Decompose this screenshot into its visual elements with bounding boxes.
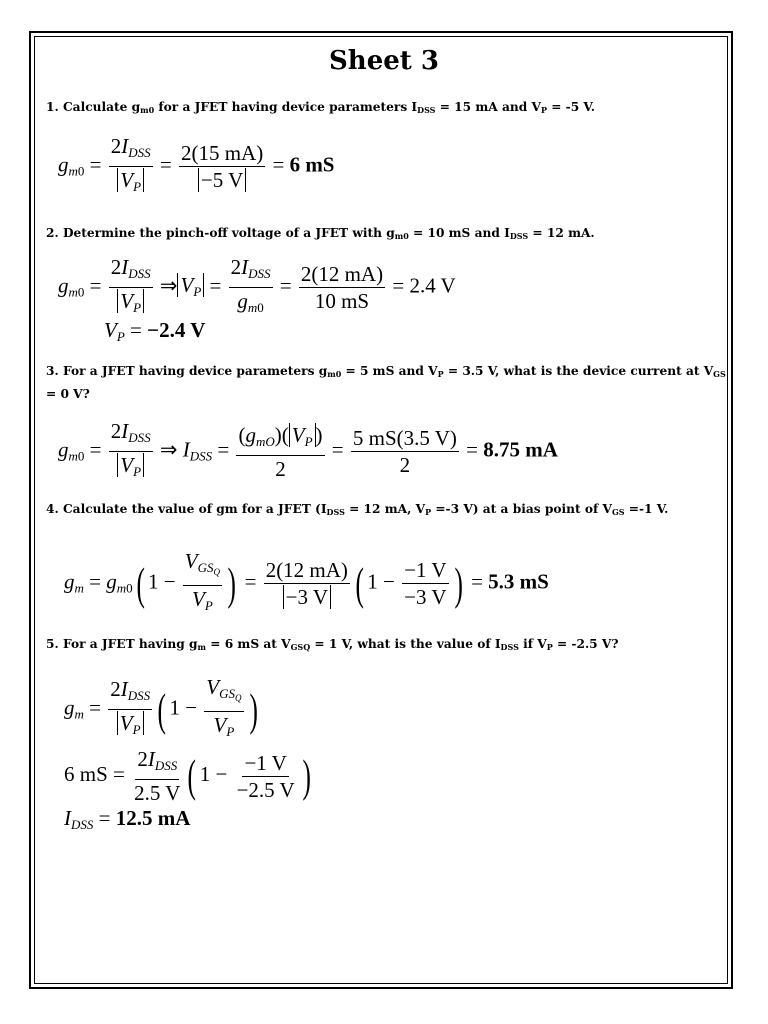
answer-1: 6 mS [289, 152, 335, 177]
question-1: 1. Calculate $g_{m0}$ for a JFET having device parameters $I_{DSS} = 15$ mA and $V_P = -5$ V. [46, 100, 595, 115]
equation-5-substitution: 6 mS = $\frac{2I_{DSS}}{2.5 V}$ ( 1 − $\frac{-1 V}{-2.5 V}$ ) [64, 747, 311, 805]
answer-5: $I_{DSS} = 12.5$ mA [64, 806, 191, 832]
equation-4: $g_m = g_{m0}$( 1 − $\frac{V_{GS_Q}}{V_P}$ ) = $\frac{2(12 mA)}{-3 V}$ ( 1 − $\frac{-1 V}{-3 V}$ ) = 5.3 mS [64, 549, 549, 613]
answer-4: 5.3 mS [488, 569, 549, 594]
equation-5-formula: $g_m$ = $\frac{2I_{DSS}}{V_P}$ ( 1 − $\frac{V_{GS_Q}}{V_P}$ ) [64, 675, 258, 739]
question-2: 2. Determine the pinch-off voltage of a JFET with $g_{m0} = 10$ mS and $I_{DSS} = 12$ mA. [46, 226, 595, 241]
equation-1: $g_{m0}$ = $\frac{2I_{DSS}}{V_P}$ = $\frac{2(15 mA)}{-5 V}$ = 6 mS [58, 134, 335, 194]
answer-3: 8.75 mA [483, 437, 558, 462]
question-3: 3. For a JFET having device parameters $g_{m0} = 5$ mS and $V_P = 3.5$ V, what is the device current at $V_{GS} = 0$ V? [46, 364, 726, 401]
equation-3: $g_{m0}$ = $\frac{2I_{DSS}}{V_P}$ ⇒ $I_{DSS}$ = $\frac{(g_{mO})( V_P )}{2}$ = $\frac{5 mS(3.5 V)}{2}$ = 8.75 mA [58, 419, 558, 481]
answer-2: $V_P = -2.4$ V [104, 318, 206, 344]
page-title: Sheet 3 [329, 46, 439, 76]
question-4: 4. Calculate the value of gm for a JFET ($I_{DSS} = 12$ mA, $V_P =-3$ V) at a bias point of $V_{GS} =-1$ V. [46, 502, 669, 517]
equation-2: $g_{m0}$ = $\frac{2I_{DSS}}{V_P}$ ⇒ $V_P$ = $\frac{2I_{DSS}}{g_{m0}}$ = $\frac{2(12 mA)}{10 mS}$ = 2.4 V [58, 255, 456, 315]
question-5: 5. For a JFET having $g_m = 6$ mS at $V_{GSQ} = 1$ V, what is the value of $I_{DSS}$ if $V_P = -2.5$ V? [46, 637, 619, 652]
